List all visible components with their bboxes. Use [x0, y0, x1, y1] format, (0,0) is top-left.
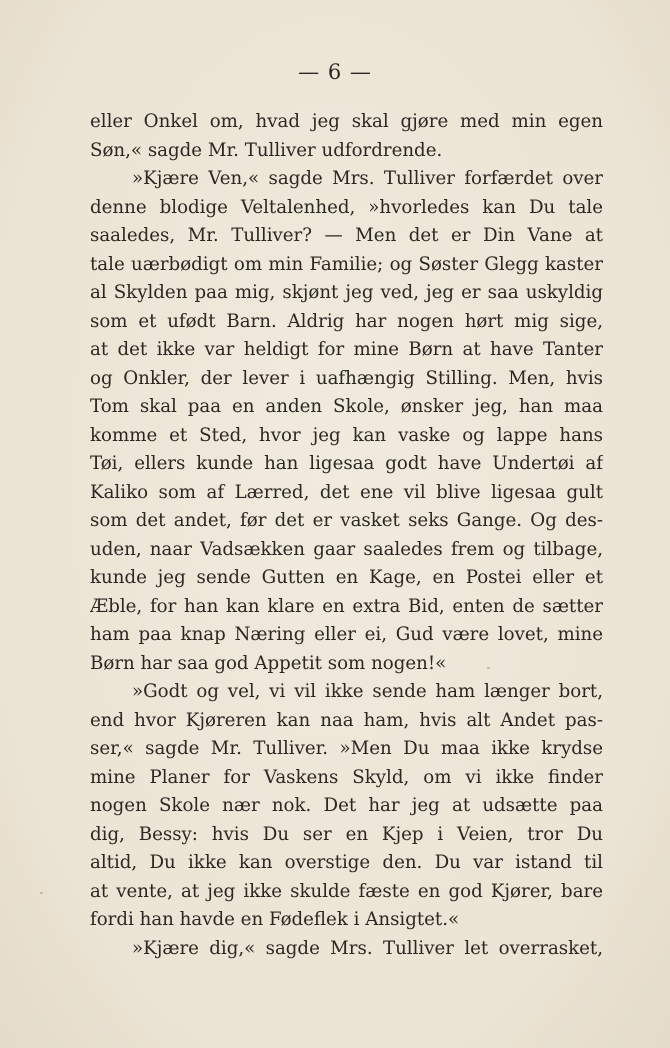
text-line: denne blodige Veltalenhed, »hvorledes kan Du tale: [90, 196, 603, 218]
page-number: — 6 —: [298, 60, 372, 84]
paper-speck: [487, 667, 490, 669]
text-line: komme et Sted, hvor jeg kan vaske og lappe hans: [90, 424, 603, 446]
text-line: eller Onkel om, hvad jeg skal gjøre med min egen: [90, 111, 603, 132]
text-line: saaledes, Mr. Tulliver? — Men det er Din Vane at: [90, 225, 603, 246]
text-line: at det ikke var heldigt for mine Børn at have Tanter: [90, 339, 603, 360]
text-line: uden, naar Vadsækken gaar saaledes frem og tilbage,: [90, 538, 603, 560]
text-line: »Kjære dig,« sagde Mrs. Tulliver let overrasket,: [132, 937, 603, 959]
text-line: som et ufødt Barn. Aldrig har nogen hørt mig sige,: [90, 310, 603, 332]
text-line: altid, Du ikke kan overstige den. Du var istand til: [90, 852, 603, 873]
text-line: Søn,« sagde Mr. Tulliver udfordrende.: [90, 139, 443, 161]
text-line: at vente, at jeg ikke skulde fæste en god Kjører, bare: [90, 880, 603, 902]
text-line: Kaliko som af Lærred, det ene vil blive ligesaa gult: [90, 481, 603, 503]
text-line: og Onkler, der lever i uafhængig Stilling. Men, hvis: [90, 367, 603, 389]
text-line: end hvor Kjøreren kan naa ham, hvis alt Andet pas-: [90, 709, 603, 731]
text-line: al Skylden paa mig, skjønt jeg ved, jeg er saa uskyldig: [90, 282, 603, 303]
text-line: Børn har saa god Appetit som nogen!«: [90, 652, 447, 674]
text-line: ser,« sagde Mr. Tulliver. »Men Du maa ikke krydse: [90, 738, 603, 759]
text-line: fordi han havde en Fødeflek i Ansigtet.«: [90, 909, 460, 930]
text-line: Æble, for han kan klare en extra Bid, enten de sætter: [90, 595, 603, 617]
text-line: »Godt og vel, vi vil ikke sende ham længer bort,: [132, 681, 603, 702]
text-line: »Kjære Ven,« sagde Mrs. Tulliver forfærdet over: [132, 168, 603, 189]
text-line: kunde jeg sende Gutten en Kage, en Postei eller et: [90, 567, 603, 588]
text-line: tale uærbødigt om min Familie; og Søster Glegg kaster: [90, 253, 603, 275]
text-line: mine Planer for Vaskens Skyld, om vi ikke finder: [90, 766, 603, 788]
text-line: ham paa knap Næring eller ei, Gud være lovet, mine: [90, 624, 603, 645]
text-line: Tom skal paa en anden Skole, ønsker jeg, han maa: [90, 396, 603, 417]
text-line: nogen Skole nær nok. Det har jeg at udsætte paa: [90, 795, 603, 816]
text-line: som det andet, før det er vasket seks Gange. Og des-: [90, 510, 603, 531]
text-line: Tøi, ellers kunde han ligesaa godt have Undertøi af: [90, 453, 603, 474]
body-text: [90, 108, 603, 963]
paper-speck: [40, 892, 43, 894]
text-line: dig, Bessy: hvis Du ser en Kjep i Veien, tror Du: [90, 823, 603, 845]
